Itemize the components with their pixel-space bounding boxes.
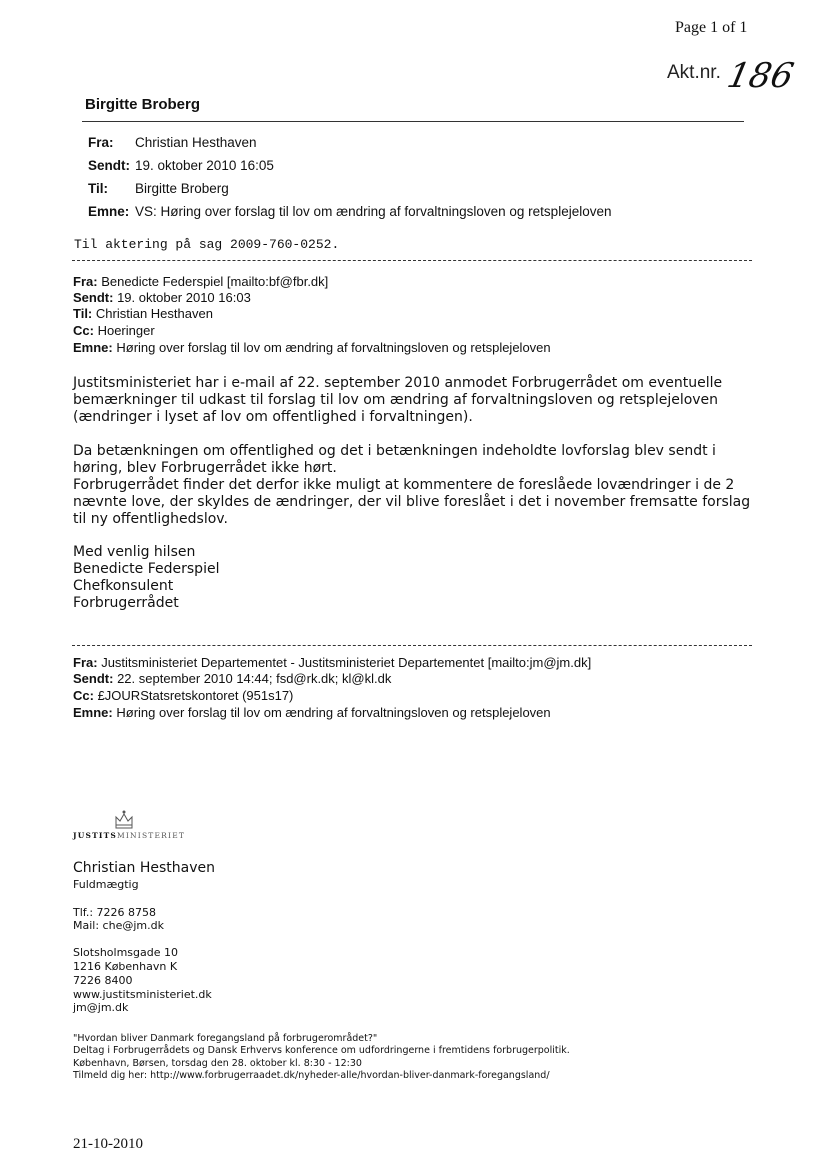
email-from-row — [88, 135, 257, 150]
logo-light-part: MINISTERIET — [117, 831, 186, 840]
footer-line-2: Deltag i Forbrugerrådets og Dansk Erhvervs konference om udfordringerne i fremtidens forbrugerpolitik. — [73, 1045, 570, 1056]
crown-crest-icon — [112, 809, 136, 831]
fwd1-cc-row — [73, 323, 155, 338]
fwd2-subject-value: Høring over forslag til lov om ændring af forvaltningsloven og retsplejeloven — [116, 705, 551, 720]
from-label: Fra: — [88, 135, 114, 150]
fwd1-from-value: Benedicte Federspiel [mailto:bf@fbr.dk] — [101, 274, 329, 289]
signature-phone: Tlf.: 7226 8758 — [73, 906, 157, 919]
fwd1-from-row — [73, 274, 328, 289]
fwd1-cc-label: Cc: — [73, 323, 94, 338]
fwd2-from-value: Justitsministeriet Departementet - Justitsministeriet Departementet [mailto:jm@jm.dk] — [101, 655, 592, 670]
signature-email: jm@jm.dk — [73, 1001, 129, 1014]
fwd1-cc-value: Hoeringer — [97, 323, 155, 338]
signature-address-3: 7226 8400 — [73, 974, 133, 987]
date-stamp: 21-10-2010 — [73, 1136, 143, 1152]
fwd1-sent-row — [73, 290, 251, 305]
fwd2-subject-row — [73, 705, 551, 720]
akt-label: Akt.nr. — [667, 62, 721, 83]
sent-label: Sendt: — [88, 158, 130, 173]
forward-divider-2 — [72, 645, 752, 646]
footer-line-4: Tilmeld dig her: http://www.forbrugerraadet.dk/nyheder-alle/hvordan-bliver-danmark-foregangsland/ — [73, 1070, 550, 1081]
forward-divider-1 — [72, 260, 752, 261]
fwd1-to-row — [73, 306, 213, 321]
fwd2-from-label: Fra: — [73, 655, 98, 670]
signature-web: www.justitsministeriet.dk — [73, 988, 212, 1001]
fwd2-subject-label: Emne: — [73, 705, 113, 720]
fwd1-sent-value: 19. oktober 2010 16:03 — [117, 290, 251, 305]
fwd2-sent-row — [73, 671, 391, 686]
fwd1-subject-row — [73, 340, 551, 355]
body-paragraph-1: Justitsministeriet har i e-mail af 22. september 2010 anmodet Forbrugerrådet om eventuelle bemærkninger til udkast til forslag til lov om ændring af forvaltningsloven og retsplejeloven (ændringer i lyset af lov om offentlighed i forvaltningen). — [73, 375, 723, 425]
akt-number-handwritten: 186 — [723, 56, 798, 96]
body-paragraph-2: Da betænkningen om offentlighed og det i betænkningen indeholdte lovforslag blev sendt i høring, blev Forbrugerrådet ikke hørt. — [73, 443, 716, 476]
header-divider — [82, 121, 744, 122]
signature-title: Fuldmægtig — [73, 878, 139, 891]
footer-line-3: København, Børsen, torsdag den 28. oktober kl. 8:30 - 12:30 — [73, 1058, 362, 1069]
subject-label: Emne: — [88, 204, 130, 219]
mailbox-owner-name: Birgitte Broberg — [85, 96, 201, 113]
fwd1-to-value: Christian Hesthaven — [95, 306, 213, 321]
fwd2-from-row — [73, 655, 591, 670]
fwd2-sent-value: 22. september 2010 14:44; fsd@rk.dk; kl@kl.dk — [117, 671, 392, 686]
fwd2-sent-label: Sendt: — [73, 671, 114, 686]
aktering-note: Til aktering på sag 2009-760-0252. — [74, 237, 340, 252]
subject-value: VS: Høring over forslag til lov om ændring af forvaltningsloven og retsplejeloven — [135, 204, 612, 219]
fwd1-subject-label: Emne: — [73, 340, 113, 355]
fwd2-cc-label: Cc: — [73, 688, 94, 703]
from-value: Christian Hesthaven — [135, 135, 257, 150]
fwd2-cc-row — [73, 688, 293, 703]
fwd1-subject-value: Høring over forslag til lov om ændring af forvaltningsloven og retsplejeloven — [116, 340, 551, 355]
sender-title: Chefkonsulent — [73, 578, 174, 594]
fwd1-sent-label: Sendt: — [73, 290, 114, 305]
logo-bold-part: JUSTITS — [73, 831, 117, 840]
ministry-logo — [73, 831, 185, 840]
email-sent-row — [88, 158, 274, 173]
email-to-row — [88, 181, 229, 196]
sent-value: 19. oktober 2010 16:05 — [135, 158, 274, 173]
closing: Med venlig hilsen — [73, 544, 196, 560]
to-label: Til: — [88, 181, 108, 196]
fwd2-cc-value: £JOURStatsretskontoret (951s17) — [97, 688, 294, 703]
signature-address-1: Slotsholmsgade 10 — [73, 946, 178, 959]
body-paragraph-3: Forbrugerrådet finder det derfor ikke muligt at kommentere de foreslåede lovændringer i de 2 nævnte love, der skyldes de ændringer, der vil blive foreslået i det i november fremsatte forslag til ny offentlighedslov. — [73, 477, 751, 527]
signature-mail: Mail: che@jm.dk — [73, 919, 164, 932]
sender-name: Benedicte Federspiel — [73, 561, 220, 577]
fwd1-to-label: Til: — [73, 306, 93, 321]
email-subject-row — [88, 204, 611, 219]
to-value: Birgitte Broberg — [135, 181, 229, 196]
page-number: Page 1 of 1 — [675, 19, 748, 36]
sender-org: Forbrugerrådet — [73, 595, 179, 611]
footer-line-1: "Hvordan bliver Danmark foregangsland på forbrugerområdet?" — [73, 1033, 378, 1044]
fwd1-from-label: Fra: — [73, 274, 98, 289]
signature-name: Christian Hesthaven — [73, 860, 216, 876]
signature-address-2: 1216 København K — [73, 960, 178, 973]
